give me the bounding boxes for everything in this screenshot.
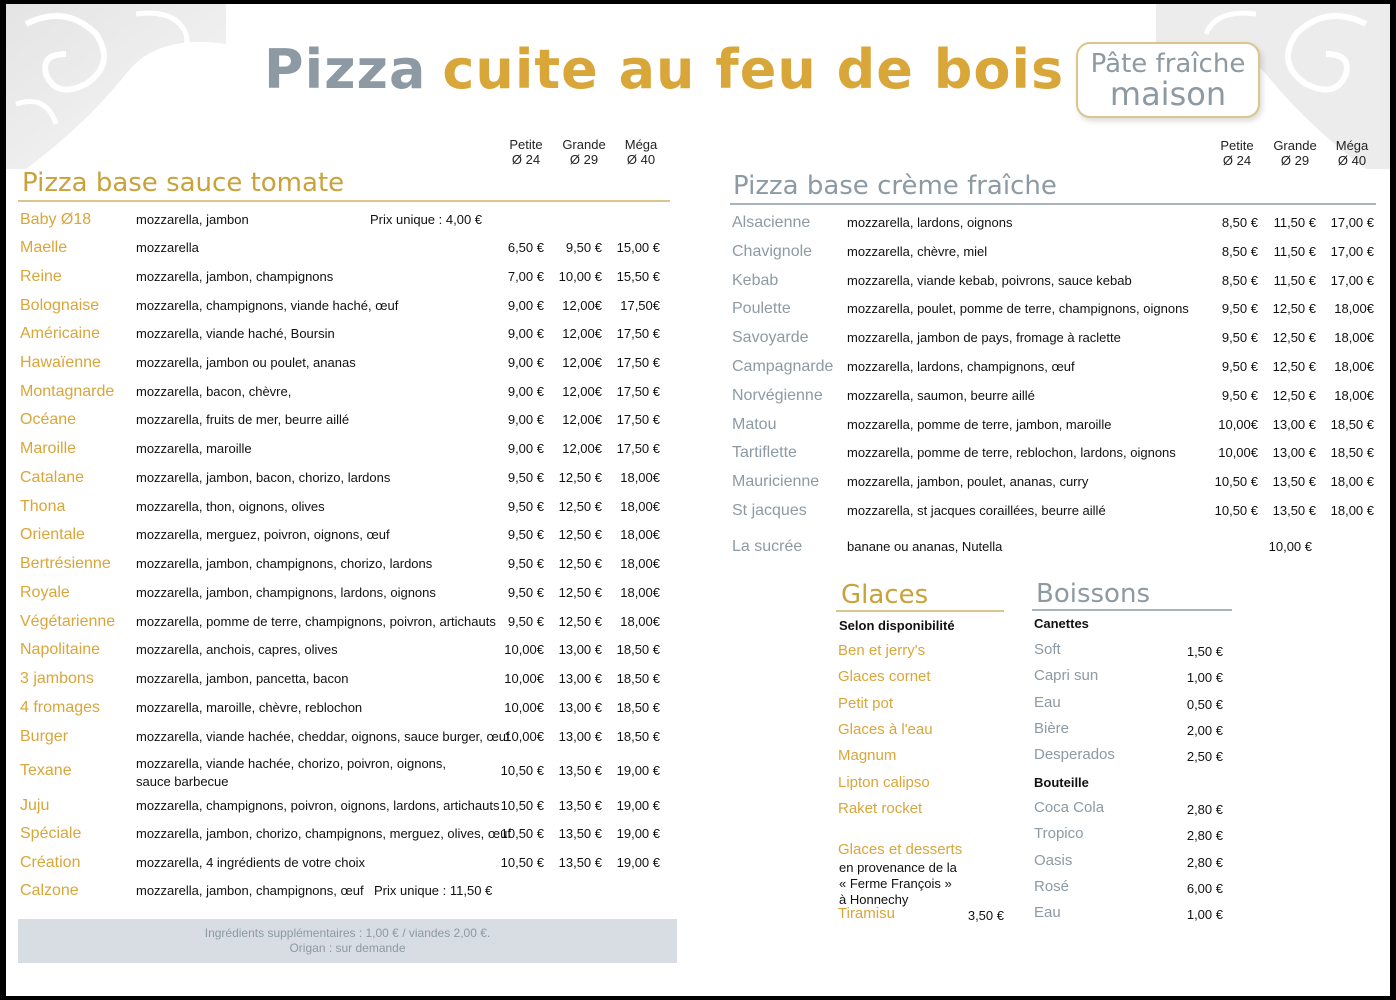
- list-item-tomate: [20, 350, 680, 378]
- pizza-ingredients: mozzarella, jambon, champignons, œuf: [136, 883, 364, 898]
- glace-item: Ben et jerry's: [838, 642, 926, 659]
- pizza-name: Napolitaine: [20, 641, 101, 658]
- price-mega: 18,00€: [620, 527, 660, 542]
- price-petite: 9,50 €: [507, 556, 544, 571]
- price-grande: 13,00 €: [558, 700, 602, 715]
- pizza-ingredients: mozzarella: [136, 240, 199, 255]
- boisson-price: 6,00 €: [1186, 880, 1223, 896]
- list-item-tomate: [20, 407, 680, 435]
- pizza-ingredients: mozzarella, saumon, beurre aillé: [847, 387, 1035, 403]
- pizza-ingredients: mozzarella, fruits de mer, beurre aillé: [136, 412, 350, 427]
- price-grande: 13,00 €: [558, 729, 602, 744]
- price-mega: 18,00€: [1334, 330, 1374, 346]
- pizza-name: Texane: [20, 762, 72, 779]
- boisson-price: 2,80 €: [1186, 802, 1223, 817]
- pizza-ingredients: mozzarella, pomme de terre, reblochon, lardons, oignons: [847, 445, 1176, 461]
- price-petite: 9,50 €: [1221, 387, 1258, 403]
- pizza-ingredients: mozzarella, 4 ingrédients de votre choix: [136, 855, 366, 870]
- price-mega: 18,00€: [620, 556, 660, 571]
- pizza-name: Maelle: [20, 239, 68, 256]
- price-grande: 10,00 €: [558, 269, 602, 284]
- boisson-price: 2,80 €: [1186, 828, 1223, 844]
- pizza-ingredients: mozzarella, viande haché, Boursin: [136, 326, 335, 341]
- pizza-ingredients: mozzarella, jambon, chorizo, champignons, merguez, olives, œuf: [136, 826, 511, 841]
- list-item-tomate: [20, 756, 680, 789]
- price-petite: 9,50 €: [1221, 330, 1258, 346]
- pizza-name: Mauricienne: [732, 473, 820, 491]
- pizza-name: 4 fromages: [20, 699, 101, 716]
- price-petite: 9,50 €: [507, 585, 544, 600]
- list-item-tomate: [20, 609, 680, 637]
- price-mega: 17,50 €: [616, 355, 660, 370]
- price-petite: 9,50 €: [507, 527, 544, 542]
- pizza-name: Catalane: [20, 469, 85, 486]
- price-petite: 10,50 €: [1214, 503, 1258, 518]
- pizza-ingredients: mozzarella, viande hachée, cheddar, oignons, sauce burger, œuf: [136, 729, 510, 744]
- price-petite: 10,00€: [504, 729, 544, 744]
- pizza-ingredients: mozzarella, champignons, poivron, oignons, lardons, artichauts: [136, 798, 500, 813]
- pizza-name: Juju: [20, 797, 50, 814]
- price-petite: 9,00 €: [507, 412, 544, 427]
- pizza-ingredients: mozzarella, poulet, pomme de terre, champignons, oignons: [847, 301, 1189, 317]
- price-mega: 18,00€: [620, 470, 660, 485]
- list-item-tomate: [20, 695, 680, 723]
- list-item-creme: [732, 210, 1382, 238]
- glace-item: Lipton calipso: [838, 773, 930, 791]
- rule-boissons: [1032, 609, 1232, 611]
- section-title-creme: Pizza base crème fraîche: [733, 171, 1057, 201]
- price-petite: 10,00€: [1218, 416, 1258, 432]
- list-item-tomate: [20, 494, 680, 522]
- list-item-tomate: [20, 666, 680, 694]
- pizza-ingredients: mozzarella, thon, oignons, olives: [136, 499, 325, 514]
- boisson-name: Eau: [1034, 693, 1061, 711]
- list-item-sucree: La sucrée banane ou ananas, Nutella 10,00 €: [732, 538, 1312, 555]
- pizza-name: Baby Ø18: [20, 211, 92, 228]
- price-grande: 12,50 €: [558, 527, 602, 542]
- price-grande: 12,50 €: [558, 556, 602, 571]
- pizza-name: Spéciale: [20, 825, 82, 842]
- price-grande: 12,50 €: [558, 470, 602, 485]
- pizza-ingredients: mozzarella, jambon ou poulet, ananas: [136, 355, 356, 370]
- pizza-ingredients: mozzarella, jambon, poulet, ananas, curry: [847, 474, 1089, 490]
- price-grande: 13,50 €: [1272, 503, 1316, 518]
- desserts-line-1: en provenance de la: [839, 860, 957, 875]
- price-petite: 9,50 €: [507, 470, 544, 485]
- boisson-name: Tropico: [1034, 825, 1084, 843]
- pizza-name: Royale: [20, 584, 70, 601]
- list-item-tomate: [20, 293, 680, 321]
- pizza-name: Américaine: [20, 325, 101, 342]
- price-petite: 10,00€: [504, 671, 544, 686]
- fresh-dough-badge: Pâte fraîche maison: [1076, 42, 1260, 118]
- price-grande: 11,50 €: [1273, 215, 1316, 230]
- pizza-name: Poulette: [732, 300, 791, 318]
- pizza-name: Bertrésienne: [20, 555, 111, 572]
- price-mega: 18,00€: [1334, 387, 1374, 403]
- boisson-name: Coca Cola: [1034, 799, 1105, 816]
- pizza-name: Océane: [20, 411, 77, 428]
- list-item-tomate: [20, 850, 680, 878]
- price-mega: 17,50 €: [616, 384, 660, 399]
- price-grande: 13,50 €: [558, 826, 602, 841]
- pizza-ingredients: mozzarella, bacon, chèvre,: [136, 384, 292, 399]
- boisson-name: Bière: [1034, 719, 1070, 737]
- pizza-name: Kebab: [732, 271, 779, 289]
- price-grande: 12,50 €: [558, 499, 602, 514]
- tiramisu-label: Tiramisu: [838, 905, 895, 922]
- boisson-price: 2,00 €: [1186, 722, 1223, 738]
- price-grande: 12,50 €: [1272, 387, 1316, 403]
- pizza-name: Montagnarde: [20, 383, 115, 400]
- price-petite: 9,00 €: [507, 441, 544, 456]
- section-title-boissons: Boissons: [1036, 579, 1150, 609]
- list-item-creme: [732, 354, 1382, 382]
- price-petite: 10,50 €: [500, 826, 544, 841]
- price-petite: 9,50 €: [507, 499, 544, 514]
- desserts-title: Glaces et desserts: [838, 841, 963, 858]
- price-mega: 18,00€: [620, 585, 660, 600]
- price-petite: 10,50 €: [1214, 474, 1258, 490]
- price-grande: 13,50 €: [558, 855, 602, 870]
- list-item-tomate: [20, 580, 680, 608]
- list-item-tomate: [20, 207, 680, 235]
- pizza-ingredients: mozzarella, merguez, poivron, oignons, œuf: [136, 527, 390, 542]
- price-grande: 9,50 €: [565, 240, 602, 255]
- menu-page: Pizza cuite au feu de bois Pâte fraîche maison Petite Ø 24 Grande Ø 29 Méga Ø 40 Petite Ø 24 Grande Ø 29 Méga Ø 40 Pizza base sauce tomate Baby Ø18 mozzarella, jambon Prix unique : 4,00 € Maelle mozzarella 6,50 € 9,50 € 15,00 € Reine mozzarella, jambon, champignons 7,00 € 10,00 € 15,50 € Bolognaise mozzarella, champignons, viande haché, œuf 9,00 € 12,00€ 17,50€ Américaine mozzarella, viande haché, Boursin 9,00 € 12,00€ 17,50 € Hawaïenne mozzarella, jambon ou poulet, ananas 9,00 € 12,00€ 17,50 € Montagnarde mozzarella, bacon, chèvre, 9,00 € 12,00€ 17,50 € Océane mozzarella, fruits de mer, beurre aillé 9,00 € 12,00€ 17,50 € Maroille mozzarella, maroille 9,00 € 12,00€ 17,50 € Catalane mozzarella, jambon, bacon, chorizo, lardons 9,50 € 12,50 € 18,00€ Thona mozzarella, thon, oignons, olives 9,50 € 12,50 € 18,00€ Orientale mozzarella, merguez, poivron, oignons, œuf 9,50 € 12,50 € 18,00€ Bertrésienne mozzarella, jambon, champignons, chorizo, lardons 9,50 € 12,50 € 18,00€ Royale mozzarella, jambon, champignons, lardons, oignons 9,50 € 12,50 € 18,00€ Végétarienne mozzarella, pomme de terre, champignons, poivron, artichauts 9,50 € 12,50 € 18,00€ Napolitaine mozzarella, anchois, capres, olives 10,00€ 13,00 € 18,50 € 3 jambons mozzarella, jambon, pancetta, bacon 10,00€ 13,00 € 18,50 € 4 fromages mozzarella, maroille, chèvre, reblochon 10,00€ 13,00 € 18,50 € Burger mozzarella, viande hachée, cheddar, oignons, sauce burger, œuf 10,00€ 13,00 € 18,50 € Texane mozzarella, viande hachée, chorizo, poivron, oignons, sauce barbecue 10,50 € 13,50 € 19,00 € Juju mozzarella, champignons, poivron, oignons, lardons, artichauts 10,50 € 13,50 € 19,00 € Spéciale mozzarella, jambon, chorizo, champignons, merguez, olives, œuf 10,50 € 13,50 € 19,00 € Création mozzarella, 4 ingrédients de votre choix 10,50 € 13,50 € 19,00 € Calzone mozzarella, jambon, champignons, œuf Prix unique : 11,50 € Ingrédients supplémentaires : 1,00 € / viandes 2,00 €. Origan : sur demande Pizza base crème fraîche Alsacienne mozzarella, lardons, oignons 8,50 € 11,50 € 17,00 € Chavignole mozzarella, chèvre, miel 8,50 € 11,50 € 17,00 € Kebab mozzarella, viande kebab, poivrons, sauce kebab 8,50 € 11,50 € 17,00 € Poulette mozzarella, poulet, pomme de terre, champignons, oignons 9,50 € 12,50 € 18,00€ Savoyarde mozzarella, jambon de pays, fromage à raclette 9,50 € 12,50 € 18,00€ Campagnarde mozzarella, lardons, champignons, œuf 9,50 € 12,50 € 18,00€ Norvégienne mozzarella, saumon, beurre aillé 9,50 € 12,50 € 18,00€ Matou mozzarella, pomme de terre, jambon, maroille 10,00€ 13,00 € 18,50 € Tartiflette mozzarella, pomme de terre, reblochon, lardons, oignons 10,00€ 13,00 € 18,50 € Mauricienne mozzarella, jambon, poulet, ananas, curry 10,50 € 13,50 € 18,00 € St jacques mozzarella, st jacques coraillées, beurre aillé 10,50 € 13,50 € 18,00 € La sucrée banane ou ananas, Nutella 10,00 € Glaces Selon disponibilité Ben et jerry's Glaces cornet Petit pot Glaces à l'eau Magnum Lipton calipso Raket rocket Glaces et desserts en provenance de la « Ferme François » à Honnechy Tiramisu 3,50 € Boissons Canettes Bouteille Soft 1,50 € Capri sun 1,00 € Eau 0,50 € Bière 2,00 € Desperados 2,50 € Coca Cola 2,80 € Tropico 2,80 € Oasis 2,80 € Rosé 6,00 € Eau 1,00 €: [6, 4, 1390, 996]
- pizza-name: Calzone: [20, 882, 79, 899]
- list-item-creme: [732, 239, 1382, 267]
- list-item-tomate: [20, 637, 680, 665]
- price-petite: 10,00€: [1218, 445, 1258, 461]
- pizza-ingredients: mozzarella, pomme de terre, jambon, maroille: [847, 416, 1112, 432]
- boisson-name: Eau: [1034, 904, 1061, 922]
- pizza-ingredients: mozzarella, champignons, viande haché, œuf: [136, 298, 399, 313]
- price-grande: 12,00€: [562, 384, 602, 399]
- price-petite: 8,50 €: [1221, 272, 1258, 288]
- desserts-line-3: à Honnechy: [839, 892, 909, 907]
- unique-price: Prix unique : 11,50 €: [374, 883, 493, 898]
- list-item-tomate: [20, 235, 680, 263]
- pizza-ingredients: mozzarella, viande hachée, chorizo, poivron, oignons, sauce barbecue: [136, 756, 447, 789]
- pizza-name: Bolognaise: [20, 297, 100, 314]
- page-title: Pizza cuite au feu de bois: [264, 38, 1065, 101]
- pizza-name: Thona: [20, 498, 66, 515]
- price-mega: 18,50 €: [616, 671, 660, 686]
- pizza-name: Tartiflette: [732, 444, 797, 462]
- list-item-tomate: [20, 436, 680, 464]
- price-grande: 13,00 €: [558, 671, 602, 686]
- price-mega: 15,00 €: [616, 240, 660, 255]
- price-grande: 12,50 €: [1272, 301, 1316, 317]
- price-grande: 11,50 €: [1273, 272, 1316, 288]
- pizza-ingredients: mozzarella, jambon, champignons, lardons, oignons: [136, 585, 436, 600]
- price-mega: 18,00€: [1334, 359, 1374, 374]
- price-petite: 10,00€: [504, 700, 544, 715]
- glaces-subtitle: Selon disponibilité: [839, 618, 955, 633]
- pizza-name: Matou: [732, 415, 777, 433]
- section-title-tomate: Pizza base sauce tomate: [22, 168, 345, 198]
- pizza-name: Hawaïenne: [20, 354, 101, 371]
- price-mega: 18,50 €: [616, 700, 660, 715]
- list-item-creme: [732, 469, 1382, 497]
- price-petite: 9,50 €: [1221, 359, 1258, 374]
- pizza-name: St jacques: [732, 502, 807, 519]
- pizza-ingredients: mozzarella, anchois, capres, olives: [136, 642, 338, 657]
- price-grande: 12,00€: [562, 441, 602, 456]
- pizza-ingredients: mozzarella, jambon, bacon, chorizo, lardons: [136, 470, 391, 485]
- price-grande: 12,00€: [562, 355, 602, 370]
- price-mega: 17,50 €: [616, 412, 660, 427]
- price-petite: 9,50 €: [1221, 301, 1258, 317]
- price-grande: 12,00€: [562, 326, 602, 341]
- price-grande: 13,50 €: [1272, 474, 1316, 490]
- list-item-tomate: [20, 522, 680, 550]
- pizza-ingredients: mozzarella, chèvre, miel: [847, 243, 988, 259]
- list-item-tomate: [20, 793, 680, 821]
- price-grande: 12,50 €: [1272, 330, 1316, 346]
- pizza-ingredients: mozzarella, jambon: [136, 212, 249, 227]
- price-grande: 12,00€: [562, 298, 602, 313]
- rule-glaces: [836, 610, 1004, 612]
- pizza-name: Reine: [20, 268, 62, 285]
- list-item-tomate: [20, 379, 680, 407]
- price-grande: 12,00€: [562, 412, 602, 427]
- price-grande: 13,00 €: [1272, 416, 1316, 432]
- glace-item: Glaces cornet: [838, 668, 931, 686]
- canettes-label: Canettes: [1034, 616, 1089, 631]
- list-item-tomate: [20, 465, 680, 493]
- glace-item: Petit pot: [838, 694, 894, 712]
- price-mega: 19,00 €: [616, 798, 660, 813]
- pizza-name: Chavignole: [732, 242, 813, 260]
- price-mega: 18,50 €: [1330, 445, 1374, 461]
- list-item-tomate: [20, 321, 680, 349]
- price-mega: 18,00€: [620, 614, 660, 629]
- price-mega: 17,50€: [620, 298, 660, 313]
- boisson-price: 2,50 €: [1186, 749, 1223, 765]
- pizza-ingredients: mozzarella, jambon, pancetta, bacon: [136, 671, 349, 686]
- pizza-ingredients: mozzarella, lardons, champignons, œuf: [847, 359, 1075, 374]
- pizza-ingredients: mozzarella, maroille, chèvre, reblochon: [136, 700, 363, 715]
- list-item-creme: [732, 498, 1382, 526]
- bouteille-label: Bouteille: [1034, 775, 1089, 790]
- list-item-creme: [732, 268, 1382, 296]
- boisson-name: Soft: [1034, 641, 1061, 658]
- price-mega: 18,50 €: [616, 729, 660, 744]
- price-grande: 12,50 €: [558, 585, 602, 600]
- price-mega: 18,00 €: [1330, 503, 1374, 518]
- rule-tomate: [18, 200, 670, 202]
- price-grande: 13,00 €: [558, 642, 602, 657]
- pizza-ingredients: mozzarella, jambon, champignons: [136, 269, 334, 284]
- pizza-name: Savoyarde: [732, 329, 809, 347]
- price-grande: 12,50 €: [558, 614, 602, 629]
- boisson-name: Rosé: [1034, 877, 1070, 895]
- price-mega: 18,50 €: [1330, 416, 1374, 432]
- list-item-tomate: [20, 821, 680, 849]
- ornament-left-icon: [6, 4, 226, 169]
- glace-item: Raket rocket: [838, 799, 923, 817]
- pizza-ingredients: mozzarella, maroille: [136, 441, 252, 456]
- pizza-name: Maroille: [20, 440, 77, 457]
- list-item-creme: [732, 296, 1382, 324]
- price-mega: 19,00 €: [616, 855, 660, 870]
- boisson-name: Desperados: [1034, 746, 1115, 764]
- pizza-name: Norvégienne: [732, 386, 823, 404]
- price-mega: 17,00 €: [1330, 215, 1374, 230]
- footer-note: Ingrédients supplémentaires : 1,00 € / viandes 2,00 €. Origan : sur demande: [18, 919, 677, 963]
- price-mega: 17,00 €: [1330, 243, 1374, 259]
- pizza-ingredients: mozzarella, st jacques coraillées, beurre aillé: [847, 503, 1106, 518]
- list-item-tomate: [20, 878, 680, 906]
- tiramisu-price: 3,50 €: [967, 908, 1004, 923]
- price-mega: 19,00 €: [616, 763, 660, 778]
- price-petite: 9,00 €: [507, 298, 544, 313]
- list-item-tomate: [20, 551, 680, 579]
- price-petite: 10,50 €: [500, 798, 544, 813]
- price-mega: 17,50 €: [616, 326, 660, 341]
- price-petite: 6,50 €: [507, 240, 544, 255]
- section-title-glaces: Glaces: [841, 580, 929, 610]
- glace-item: Glaces à l'eau: [838, 720, 933, 738]
- pizza-ingredients: mozzarella, jambon, champignons, chorizo, lardons: [136, 556, 433, 571]
- pizza-ingredients: mozzarella, lardons, oignons: [847, 215, 1013, 230]
- unique-price: Prix unique : 4,00 €: [370, 212, 483, 227]
- list-item-creme: [732, 325, 1382, 353]
- list-item-creme: [732, 412, 1382, 440]
- price-petite: 8,50 €: [1221, 243, 1258, 259]
- pizza-name: 3 jambons: [20, 670, 94, 687]
- pizza-name: Orientale: [20, 526, 85, 543]
- list-item-tomate: [20, 724, 680, 752]
- pizza-ingredients: mozzarella, pomme de terre, champignons, poivron, artichauts: [136, 614, 496, 629]
- price-mega: 17,00 €: [1330, 272, 1374, 288]
- price-grande: 13,50 €: [558, 798, 602, 813]
- glace-item: Magnum: [838, 747, 897, 765]
- boisson-name: Oasis: [1034, 851, 1073, 869]
- pizza-name: Création: [20, 854, 81, 871]
- desserts-line-2: « Ferme François »: [839, 876, 952, 891]
- price-mega: 19,00 €: [616, 826, 660, 841]
- price-petite: 7,00 €: [507, 269, 544, 284]
- price-petite: 10,00€: [504, 642, 544, 657]
- pizza-ingredients: mozzarella, viande kebab, poivrons, sauce kebab: [847, 272, 1132, 288]
- pizza-name: Végétarienne: [20, 613, 116, 630]
- price-mega: 18,00€: [1334, 301, 1374, 317]
- price-mega: 18,50 €: [616, 642, 660, 657]
- price-petite: 9,50 €: [507, 614, 544, 629]
- price-mega: 18,00€: [620, 499, 660, 514]
- list-item-creme: [732, 440, 1382, 468]
- boisson-price: 1,50 €: [1186, 644, 1223, 659]
- boisson-price: 1,00 €: [1186, 907, 1223, 923]
- boisson-name: Capri sun: [1034, 667, 1099, 685]
- pizza-name: Burger: [20, 728, 69, 745]
- price-grande: 13,00 €: [1272, 445, 1316, 461]
- price-petite: 10,50 €: [500, 763, 544, 778]
- boisson-price: 0,50 €: [1186, 696, 1223, 712]
- price-petite: 8,50 €: [1221, 215, 1258, 230]
- rule-creme: [730, 203, 1376, 205]
- list-item-tomate: [20, 264, 680, 292]
- pizza-name: Campagnarde: [732, 358, 834, 375]
- price-mega: 18,00 €: [1330, 474, 1374, 490]
- price-petite: 9,00 €: [507, 355, 544, 370]
- pizza-ingredients: mozzarella, jambon de pays, fromage à raclette: [847, 330, 1121, 346]
- list-item-creme: [732, 383, 1382, 411]
- price-grande: 12,50 €: [1272, 359, 1316, 374]
- price-grande: 13,50 €: [558, 763, 602, 778]
- boisson-price: 1,00 €: [1186, 670, 1223, 686]
- boisson-price: 2,80 €: [1186, 854, 1223, 870]
- price-mega: 17,50 €: [616, 441, 660, 456]
- pizza-name: Alsacienne: [732, 214, 811, 231]
- price-petite: 9,00 €: [507, 326, 544, 341]
- price-grande: 11,50 €: [1273, 243, 1316, 259]
- price-mega: 15,50 €: [616, 269, 660, 284]
- price-petite: 10,50 €: [500, 855, 544, 870]
- price-petite: 9,00 €: [507, 384, 544, 399]
